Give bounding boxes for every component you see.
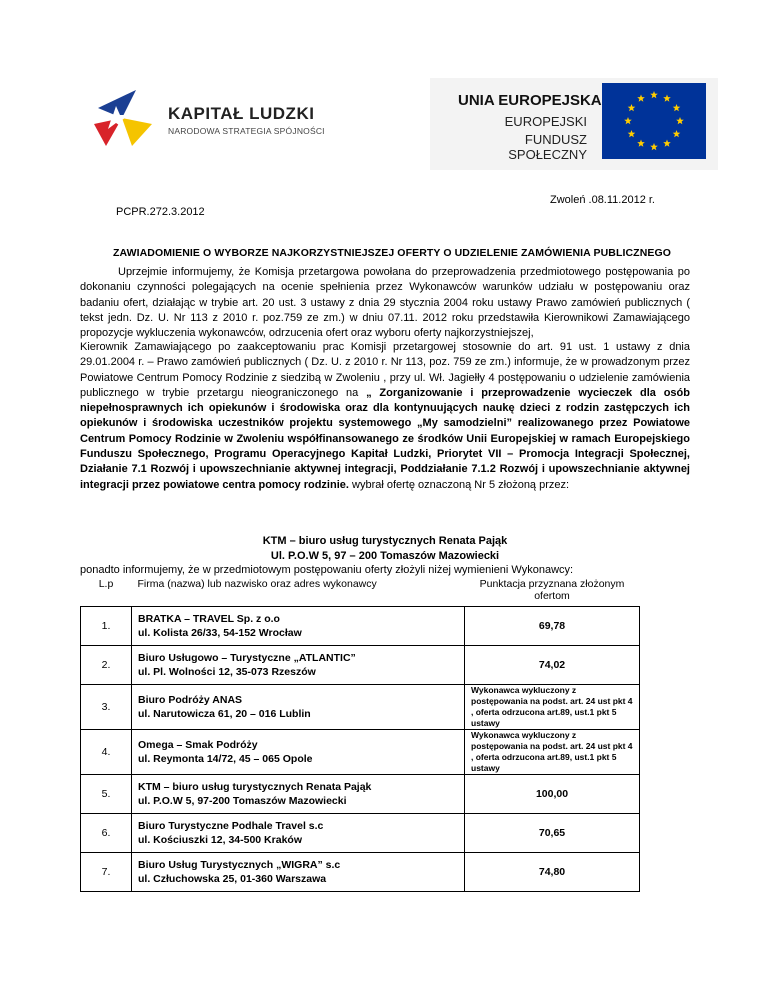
firm-name: Biuro Podróży ANAS [138, 694, 243, 706]
firm-address: ul. Kolista 26/33, 54-152 Wrocław [138, 627, 302, 639]
row-score: 70,65 [465, 814, 640, 853]
table-header-row [81, 578, 640, 607]
row-lp: 2. [81, 646, 132, 685]
offers-table [80, 578, 640, 892]
table-row [81, 814, 640, 853]
firm-name: Biuro Usług Turystycznych „WIGRA” s.c [138, 859, 341, 871]
table-row [81, 853, 640, 892]
row-score: 69,78 [465, 607, 640, 646]
firm-address: ul. Reymonta 14/72, 45 – 065 Opole [138, 753, 313, 765]
reference-number: PCPR.272.3.2012 [116, 206, 205, 218]
firm-name: Biuro Turystyczne Podhale Travel s.c [138, 820, 324, 832]
firm-name: KTM – biuro usług turystycznych Renata Pająk [138, 781, 372, 793]
row-score: Wykonawca wykluczony z postępowania na podst. art. 24 ust pkt 4 , oferta odrzucona art.89, ust.1 pkt 5 ustawy [465, 730, 640, 775]
decision-text: Kierownik Zamawiającego po zaakceptowaniu prac Komisji przetargowej stosownie do art. 91 ust. 1 ustawy z dnia 29.01.2004 r. – Prawo zamówień publicznych ( Dz. U. z 2010 r. Nr 113, poz. 759 ze zm.) informuje, że w prowadzonym przez Powiatowe Centrum Pomocy Rodzinie z siedzibą w Zwoleniu , przy ul. Wł. Jagiełły 4 postępowaniu o udzielenie zamówienia publicznego w trybie przetargu nieograniczonego na [80, 341, 690, 399]
row-firm [132, 646, 465, 685]
procurement-subject: „ Zorganizowanie i przeprowadzenie wycieczek dla osób niepełnosprawnych ich opiekunów i środowiska oraz dla kontynuujących naukę dzieci z rodzin zastępczych ich opiekunów i środowiska uczestników projektu systemowego „My samodzielni” realizowanego przez Powiatowe Centrum Pomocy Rodzinie w Zwoleniu współfinansowanego ze środków Unii Europejskiej w ramach Europejskiego Funduszu Społecznego, Programu Operacyjnego Kapitał Ludzki, Priorytet VII – Promocja Integracji Społecznej, Działanie 7.1 Rozwój i upowszechnianie aktywnej integracji, Poddziałanie 7.1.2 Rozwój i upowszechnianie aktywnej integracji przez powiatowe centra pomocy rodzinie. [80, 386, 690, 491]
table-row [81, 730, 640, 775]
eu-fund-line2: FUNDUSZ SPOŁECZNY [508, 132, 587, 162]
winner-address: Ul. P.O.W 5, 97 – 200 Tomaszów Mazowiecki [270, 550, 500, 562]
firm-address: ul. P.O.W 5, 97-200 Tomaszów Mazowiecki [138, 795, 347, 807]
firm-address: ul. Kościuszki 12, 34-500 Kraków [138, 834, 302, 846]
header-lp: L.p [98, 578, 114, 590]
eu-title: UNIA EUROPEJSKA [458, 92, 602, 109]
paragraph-commission: Uprzejmie informujemy, że Komisja przetargowa powołana do przeprowadzenia przedmiotowego postępowania po dokonaniu czynności polegających na ocenie spełnienia przez Wykonawców warunków udziału w postępowaniu oraz badaniu ofert, działając w trybie art. 20 ust. 3 ustawy z dnia 29 stycznia 2004 roku ustawy Prawo zamówień publicznych ( tekst jedn. Dz. U. Nr 113 z 2010 r. poz.759 ze zm.) w dniu 07.11. 2012 roku przedstawiła Kierownikowi Zamawiającego propozycje wykluczenia wykonawców, odrzucenia ofert oraz wyboru oferty najkorzystniejszej, [80, 266, 690, 340]
row-score: 74,02 [465, 646, 640, 685]
paragraph-decision [80, 340, 690, 493]
row-firm [132, 685, 465, 730]
table-row [81, 775, 640, 814]
row-lp: 4. [81, 730, 132, 775]
table-row [81, 646, 640, 685]
document-heading: ZAWIADOMIENIE O WYBORZE NAJKORZYSTNIEJSZEJ OFERTY O UDZIELENIE ZAMÓWIENIA PUBLICZNEGO [112, 247, 672, 259]
row-firm [132, 814, 465, 853]
decision-suffix: wybrał ofertę oznaczoną Nr 5 złożoną przez: [348, 478, 570, 491]
firm-address: ul. Narutowicza 61, 20 – 016 Lublin [138, 708, 311, 720]
row-score: 74,80 [465, 853, 640, 892]
row-score: Wykonawca wykluczony z postępowania na podst. art. 24 ust pkt 4 , oferta odrzucona art.89, ust.1 pkt 5 ustawy [465, 685, 640, 730]
table-row [81, 607, 640, 646]
kapital-ludzki-logo-icon [92, 88, 162, 148]
winner-name: KTM – biuro usług turystycznych Renata Pająk [262, 535, 508, 547]
header-score: Punktacja przyznana złożonym ofertom [479, 578, 625, 602]
bidders-intro: ponadto informujemy, że w przedmiotowym postępowaniu oferty złożyli niżej wymienieni Wykonawcy: [80, 564, 574, 576]
row-lp: 6. [81, 814, 132, 853]
firm-name: BRATKA – TRAVEL Sp. z o.o [138, 613, 280, 625]
city-date: Zwoleń .08.11.2012 r. [550, 194, 655, 206]
eu-flag-icon [602, 83, 706, 159]
firm-address: ul. Człuchowska 25, 01-360 Warszawa [138, 873, 327, 885]
row-firm [132, 607, 465, 646]
firm-name: Biuro Usługowo – Turystyczne „ATLANTIC” [138, 652, 356, 664]
kapital-ludzki-title: KAPITAŁ LUDZKI [168, 104, 315, 123]
header-firm: Firma (nazwa) lub nazwisko oraz adres wykonawcy [137, 578, 377, 590]
table-row [81, 685, 640, 730]
kapital-ludzki-subtitle: NARODOWA STRATEGIA SPÓJNOŚCI [168, 126, 325, 136]
row-lp: 1. [81, 607, 132, 646]
eu-fund-line1: EUROPEJSKI [504, 114, 587, 129]
row-firm [132, 853, 465, 892]
row-lp: 7. [81, 853, 132, 892]
firm-address: ul. Pl. Wolności 12, 35-073 Rzeszów [138, 666, 316, 678]
firm-name: Omega – Smak Podróży [138, 739, 258, 751]
row-firm [132, 730, 465, 775]
row-score: 100,00 [465, 775, 640, 814]
row-firm [132, 775, 465, 814]
row-lp: 3. [81, 685, 132, 730]
row-lp: 5. [81, 775, 132, 814]
